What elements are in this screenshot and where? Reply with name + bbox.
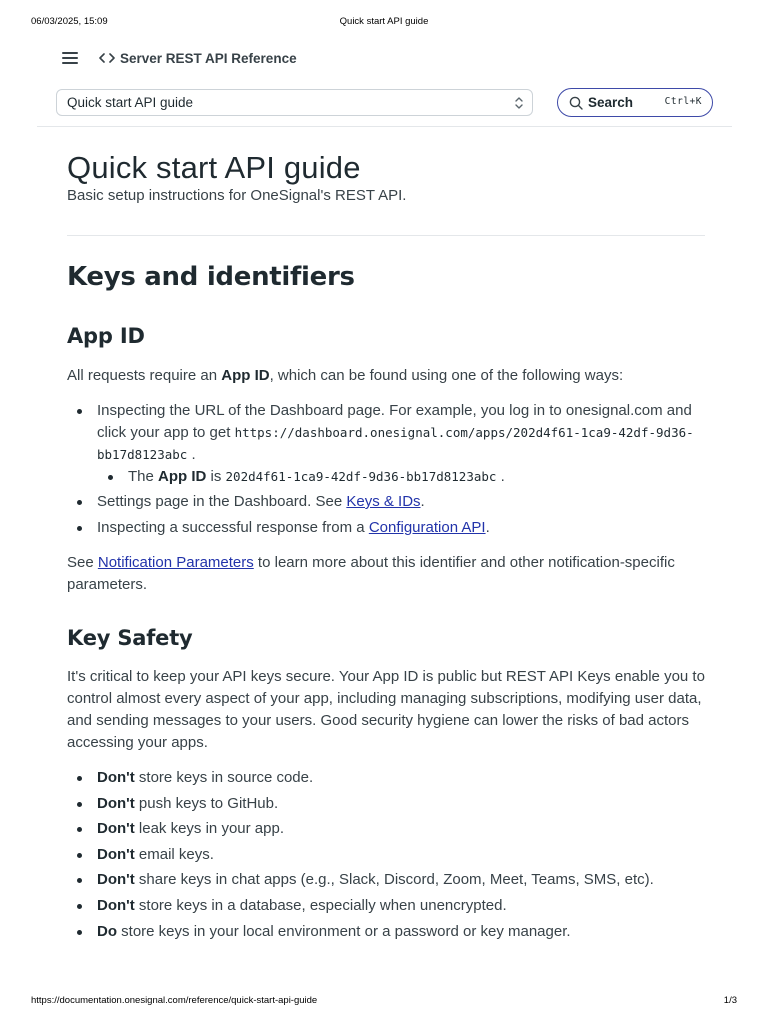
top-bar bbox=[37, 40, 732, 127]
print-page-number: 1/3 bbox=[723, 995, 737, 1006]
list-item: Settings page in the Dashboard. See Keys & IDs. bbox=[67, 491, 705, 513]
search-icon bbox=[569, 96, 583, 110]
app-id-code: 202d4f61-1ca9-42df-9d36-bb17d8123abc bbox=[225, 469, 497, 484]
print-datetime: 06/03/2025, 15:09 bbox=[31, 16, 108, 27]
print-url: https://documentation.onesignal.com/reference/quick-start-api-guide bbox=[31, 995, 318, 1006]
list-item: Don't email keys. bbox=[67, 844, 705, 866]
dashboard-url-code: https://dashboard.onesignal.com/apps/202d4f61-1ca9-42df-9d36-bb17d8123abc bbox=[97, 425, 694, 462]
search-shortcut: Ctrl+K bbox=[664, 96, 702, 107]
hamburger-menu-icon[interactable] bbox=[62, 49, 80, 65]
list-item: Don't store keys in source code. bbox=[67, 767, 705, 789]
page-select-value: Quick start API guide bbox=[67, 95, 194, 110]
section-heading-keys: Keys and identifiers bbox=[67, 262, 355, 292]
list-item: Don't push keys to GitHub. bbox=[67, 793, 705, 815]
app-id-see-more: See Notification Parameters to learn more about this identifier and other notification-specific parameters. bbox=[67, 554, 675, 593]
search-button[interactable] bbox=[557, 88, 713, 117]
list-item: Don't leak keys in your app. bbox=[67, 818, 705, 840]
key-safety-paragraph: It's critical to keep your API keys secure. Your App ID is public but REST API Keys enable you to control almost every aspect of your app, including managing subscriptions, modifying user data, and sending messages to your users. Good security hygiene can lower the risks of bad actors accessing your apps. bbox=[67, 668, 705, 751]
search-label: Search bbox=[588, 95, 634, 110]
brand-label: Server REST API Reference bbox=[120, 50, 297, 66]
section-heading-key-safety: Key Safety bbox=[67, 626, 193, 650]
list-item: Don't share keys in chat apps (e.g., Slack, Discord, Zoom, Meet, Teams, SMS, etc). bbox=[67, 869, 705, 891]
list-item: Don't store keys in a database, especially when unencrypted. bbox=[67, 895, 705, 917]
page-title: Quick start API guide bbox=[67, 150, 361, 185]
app-id-list bbox=[67, 400, 705, 539]
brand-link[interactable] bbox=[99, 49, 297, 67]
list-item: Inspecting a successful response from a Configuration API. bbox=[67, 517, 705, 539]
key-safety-list bbox=[67, 767, 705, 943]
list-item: Inspecting the URL of the Dashboard page. For example, you log in to onesignal.com and click your app to get https://dashboard.onesignal.com/apps/202d4f61-1ca9-42df-9d36-bb17d8123abc . bbox=[67, 400, 705, 466]
keys-ids-link[interactable]: Keys & IDs bbox=[346, 493, 421, 510]
print-title: Quick start API guide bbox=[339, 16, 429, 27]
divider bbox=[67, 235, 705, 236]
list-item: The App ID is 202d4f61-1ca9-42df-9d36-bb17d8123abc . bbox=[67, 466, 705, 488]
chevron-up-down-icon bbox=[514, 95, 524, 111]
print-footer bbox=[31, 995, 737, 1009]
page-subtitle: Basic setup instructions for OneSignal's REST API. bbox=[67, 187, 407, 204]
section-heading-app-id: App ID bbox=[67, 324, 145, 348]
list-item: Do store keys in your local environment or a password or key manager. bbox=[67, 921, 705, 943]
app-id-intro: All requests require an App ID, which can be found using one of the following ways: bbox=[67, 367, 624, 384]
code-brackets-icon bbox=[99, 51, 115, 65]
notification-parameters-link[interactable]: Notification Parameters bbox=[97, 554, 254, 571]
print-header bbox=[31, 16, 737, 30]
configuration-api-link[interactable]: Configuration API bbox=[368, 519, 486, 536]
page-select[interactable] bbox=[56, 89, 533, 116]
